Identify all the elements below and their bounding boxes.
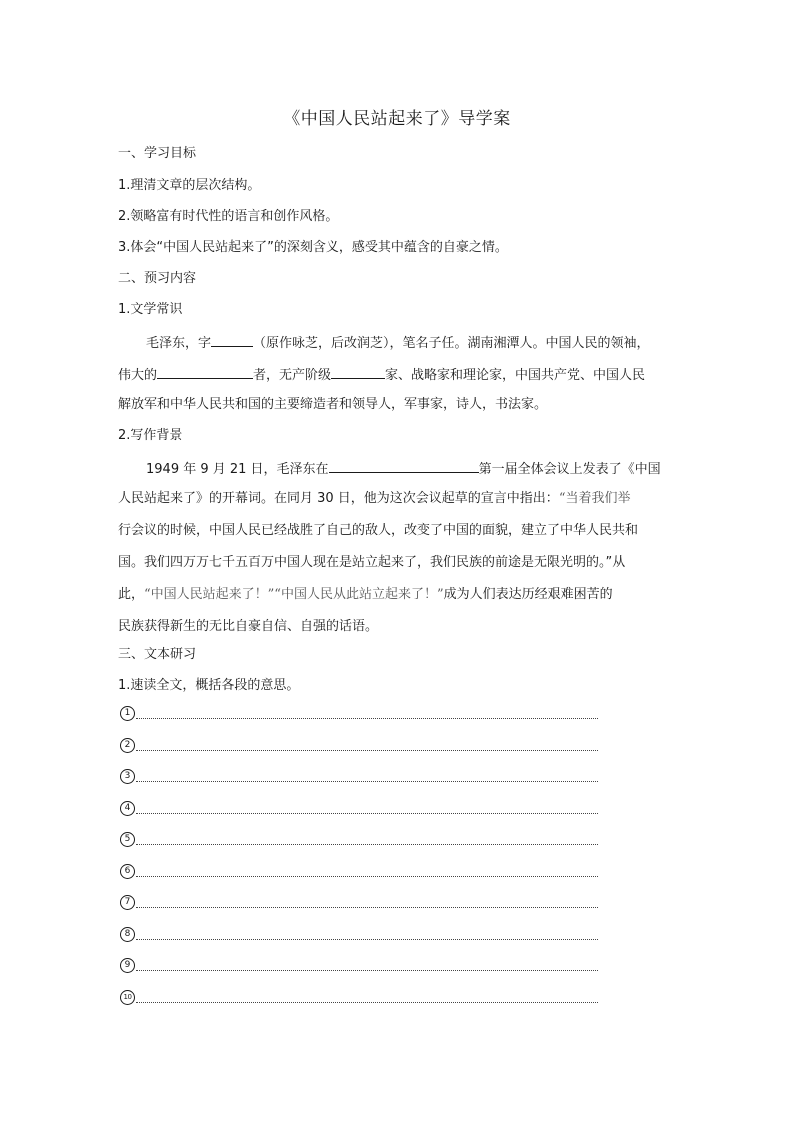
text-fragment: 行会议的时候，中国人民已经战胜了自己的敌人，改变了中国的面貌，建立了中华人民共和 (118, 523, 639, 538)
dotted-line (136, 876, 598, 877)
fill-blank-great[interactable] (157, 364, 253, 379)
dotted-line (136, 970, 598, 971)
answer-line[interactable] (120, 704, 598, 724)
text-fragment: 伟大的 (118, 368, 158, 383)
answer-line[interactable] (120, 893, 598, 913)
answer-line[interactable] (120, 956, 598, 976)
text-fragment: 民族获得新生的无比自豪自信、自强的话语。 (118, 619, 379, 634)
dotted-line (136, 718, 598, 719)
dotted-line (136, 813, 598, 814)
text-fragment: 成为人们表达历经艰难困苦的 (443, 587, 613, 602)
text-fragment: 解放军和中华人民共和国的主要缔造者和领导人，军事家，诗人，书法家。 (118, 397, 548, 412)
goal-item-3: 3.体会“中国人民站起来了”的深刻含义，感受其中蕴含的自豪之情。 (118, 240, 508, 255)
dotted-line (136, 750, 598, 751)
page-title: 《中国人民站起来了》导学案 (283, 109, 511, 129)
answer-line[interactable] (120, 767, 598, 787)
answer-line[interactable] (120, 799, 598, 819)
answer-line[interactable] (120, 862, 598, 882)
answer-line[interactable] (120, 988, 598, 1008)
subheading-literary-knowledge: 1.文学常识 (118, 302, 183, 317)
dotted-line (136, 939, 598, 940)
subheading-background: 2.写作背景 (118, 428, 183, 443)
section-heading-goals: 一、学习目标 (118, 146, 197, 161)
fill-blank-proletarian[interactable] (331, 364, 385, 379)
circled-number: 9 (120, 958, 135, 973)
subheading-summary-task: 1.速读全文，概括各段的意思。 (118, 678, 300, 693)
section-heading-preview: 二、预习内容 (118, 271, 197, 286)
goal-item-1: 1.理清文章的层次结构。 (118, 178, 261, 193)
circled-number: 7 (120, 895, 135, 910)
dotted-line (136, 781, 598, 782)
goal-item-2: 2.领略富有时代性的语言和创作风格。 (118, 209, 339, 224)
answer-line[interactable] (120, 736, 598, 756)
fill-blank-conference[interactable] (329, 458, 479, 473)
circled-number: 5 (120, 832, 135, 847)
text-fragment: 家、战略家和理论家，中国共产党、中国人民 (385, 368, 646, 383)
text-fragment: 国。我们四万万七千五百万中国人现在是站立起来了，我们民族的前途是无限光明的。”从 (118, 555, 626, 570)
text-fragment: 1949 年 9 月 21 日，毛泽东在 (146, 462, 329, 477)
dotted-line (136, 844, 598, 845)
circled-number: 10 (120, 990, 135, 1005)
dotted-line (136, 907, 598, 908)
text-fragment: 第一届全体会议上发表了《中国 (478, 462, 661, 477)
text-fragment: 毛泽东，字 (146, 336, 212, 351)
text-fragment: 人民站起来了》的开幕词。在同月 30 日，他为这次会议起草的宣言中指出： (118, 491, 559, 506)
answer-line[interactable] (120, 830, 598, 850)
quote-fragment: “中国人民站起来了！”“中国人民从此站立起来了！” (144, 587, 444, 602)
circled-number: 3 (120, 769, 135, 784)
fill-blank-courtesy-name[interactable] (211, 332, 253, 347)
dotted-line (136, 1002, 598, 1003)
circled-number: 2 (120, 738, 135, 753)
circled-number: 8 (120, 927, 135, 942)
quote-fragment: “当着我们举 (558, 491, 631, 506)
section-heading-text-study: 三、文本研习 (118, 647, 197, 662)
text-fragment: 者，无产阶级 (253, 368, 332, 383)
answer-line[interactable] (120, 925, 598, 945)
circled-number: 4 (120, 801, 135, 816)
circled-number: 6 (120, 864, 135, 879)
circled-number: 1 (120, 706, 135, 721)
text-fragment: 此， (118, 587, 145, 602)
text-fragment: （原作咏芝，后改润芝），笔名子任。湖南湘潭人。中国人民的领袖， (253, 336, 650, 351)
